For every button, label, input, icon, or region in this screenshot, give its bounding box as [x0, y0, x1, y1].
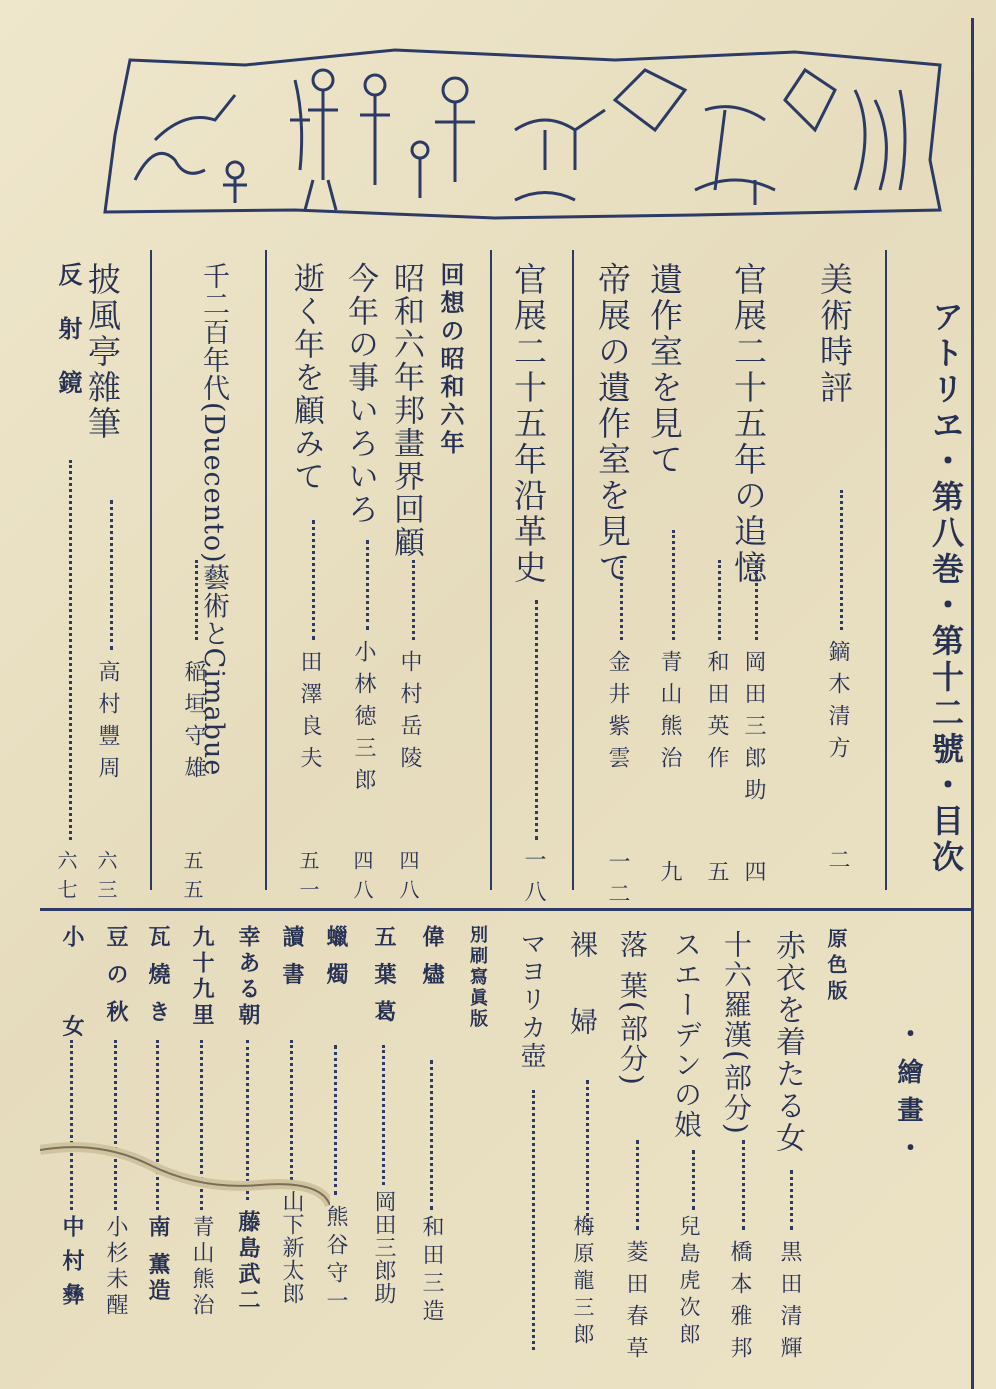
- bw-title-8: 豆 の 秋: [103, 925, 128, 1027]
- bw-title-3: 蠟 燭: [323, 925, 348, 989]
- bw-author-7: 南 薫造: [145, 1215, 170, 1305]
- article-author-10: 田澤良夫: [297, 650, 322, 778]
- section-ga-label: ・繪畫・: [893, 1020, 923, 1172]
- article-author-8: 中村岳陵: [397, 650, 422, 778]
- masthead: アトリヱ・第八巻・第十二號・目次: [927, 300, 965, 876]
- bw-author-5: 藤島武二: [235, 1210, 260, 1314]
- leader-2: [755, 560, 758, 640]
- col-rule-3: [490, 250, 492, 890]
- plate-author-5: 梅原龍三郎: [571, 1215, 595, 1350]
- leader-3: [718, 560, 721, 640]
- frame-divider-rule: [40, 908, 974, 911]
- article-author-9: 小林徳三郎: [351, 640, 376, 800]
- article-page-2: 四: [741, 860, 766, 892]
- plates-bw-label: 別刷寫眞版: [467, 925, 488, 1030]
- bw-title-9: 小 女: [59, 925, 84, 1067]
- article-title-2: 官展二十五年の追憶: [729, 262, 768, 586]
- article-author-11: 稲垣守雄: [181, 660, 206, 788]
- plates-color-label: 原色版: [824, 928, 848, 1006]
- leader-12: [110, 500, 113, 650]
- article-title-1: 美術時評: [815, 262, 854, 406]
- bw-title-5: 幸ある朝: [235, 925, 260, 1029]
- article-title-11: 千二百年代(Duecento)藝術とCimabue: [198, 262, 229, 777]
- leader-1: [840, 490, 843, 630]
- bw-author-1: 和田三造: [419, 1215, 444, 1327]
- plate-title-1: 赤衣を着たる女: [770, 930, 805, 1154]
- bw-title-7: 瓦 燒 き: [145, 925, 170, 1027]
- leader-13: [69, 460, 72, 840]
- plate-author-4: 菱田春草: [623, 1240, 648, 1368]
- article-page-9: 四八: [350, 850, 374, 908]
- paper-tear: [40, 1130, 330, 1210]
- leader-5: [620, 560, 623, 640]
- plate-title-5: 裸 婦: [566, 930, 599, 1055]
- article-author-12: 高村豐周: [95, 660, 120, 788]
- plate-leader-3: [692, 1150, 695, 1210]
- article-title-10: 逝く年を顧みて: [288, 262, 324, 493]
- article-page-1: 二: [825, 848, 850, 880]
- article-page-5: 一二: [605, 850, 630, 914]
- plate-author-3: 兒島虎次郎: [677, 1215, 701, 1350]
- bw-author-4: 山下新太郎: [279, 1190, 304, 1305]
- plate-title-2: 十六羅漢(部分): [720, 930, 753, 1136]
- plate-leader-1: [790, 1170, 793, 1230]
- bw-title-2: 五 葉 葛: [371, 925, 396, 1027]
- article-title-9: 今年の事いろいろ: [342, 262, 378, 526]
- article-title-12: 披風亭雜筆: [83, 262, 122, 442]
- plate-author-1: 黒田清輝: [777, 1240, 802, 1368]
- plate-leader-5: [586, 1080, 589, 1230]
- section-heading-kaiso: 回想の昭和六年: [436, 262, 464, 458]
- col-rule-5: [150, 250, 152, 890]
- article-page-6: 一八: [521, 848, 546, 912]
- frame-right-rule: [971, 18, 974, 1389]
- bw-author-2: 岡田三郎助: [371, 1190, 396, 1305]
- article-page-3: 五: [704, 860, 729, 892]
- bw-leader-2: [382, 1045, 385, 1185]
- article-author-1: 鏑木清方: [825, 640, 850, 768]
- article-author-5: 金井紫雲: [605, 650, 630, 778]
- bw-leader-1: [430, 1060, 433, 1210]
- article-page-11: 五五: [180, 850, 204, 908]
- leader-11: [195, 560, 198, 640]
- cave-painting-illustration: [95, 40, 945, 225]
- bw-leader-3: [334, 1045, 337, 1195]
- article-author-3: 和田英作: [704, 650, 729, 778]
- plate-leader-6: [532, 1090, 535, 1350]
- article-author-2: 岡田三郎助: [741, 650, 766, 810]
- plate-title-3: スエーデンの娘: [670, 930, 703, 1140]
- leader-8: [412, 560, 415, 640]
- article-page-13: 六七: [54, 850, 78, 908]
- article-page-12: 六三: [94, 850, 118, 908]
- bw-author-6: 青山熊治: [189, 1215, 214, 1319]
- plate-title-6: マヨリカ壺: [516, 930, 546, 1070]
- bw-author-8: 小杉未醒: [103, 1215, 128, 1319]
- article-page-10: 五一: [296, 850, 320, 908]
- article-title-8: 昭和六年邦畫界回顧: [388, 262, 424, 559]
- leader-6: [535, 600, 538, 840]
- plate-leader-4: [636, 1140, 639, 1230]
- article-title-6: 官展二十五年沿革史: [509, 262, 548, 586]
- col-rule-2: [572, 250, 574, 890]
- plate-author-2: 橋本雅邦: [727, 1240, 752, 1368]
- article-page-4: 九: [657, 860, 682, 892]
- leader-10: [312, 520, 315, 640]
- bw-author-3: 熊谷守一: [323, 1205, 348, 1317]
- bw-title-6: 九十九里: [189, 925, 214, 1029]
- col-rule-4: [265, 250, 267, 890]
- bw-author-9: 中村彝: [59, 1215, 84, 1317]
- plate-leader-2: [742, 1140, 745, 1230]
- col-rule-1: [885, 250, 887, 890]
- leader-4: [672, 530, 675, 640]
- bw-title-4: 讀 書: [279, 925, 304, 989]
- article-title-4: 遺作室を見て: [645, 262, 684, 478]
- plate-title-4: 落 葉(部分): [616, 930, 649, 1087]
- article-title-5: 帝展の遺作室を見て: [593, 262, 632, 586]
- article-author-4: 青山熊治: [657, 650, 682, 778]
- article-title-13: 反射鏡: [54, 262, 82, 424]
- bw-title-1: 偉 燼: [419, 925, 444, 989]
- leader-9: [366, 540, 369, 630]
- article-page-8: 四八: [396, 850, 420, 908]
